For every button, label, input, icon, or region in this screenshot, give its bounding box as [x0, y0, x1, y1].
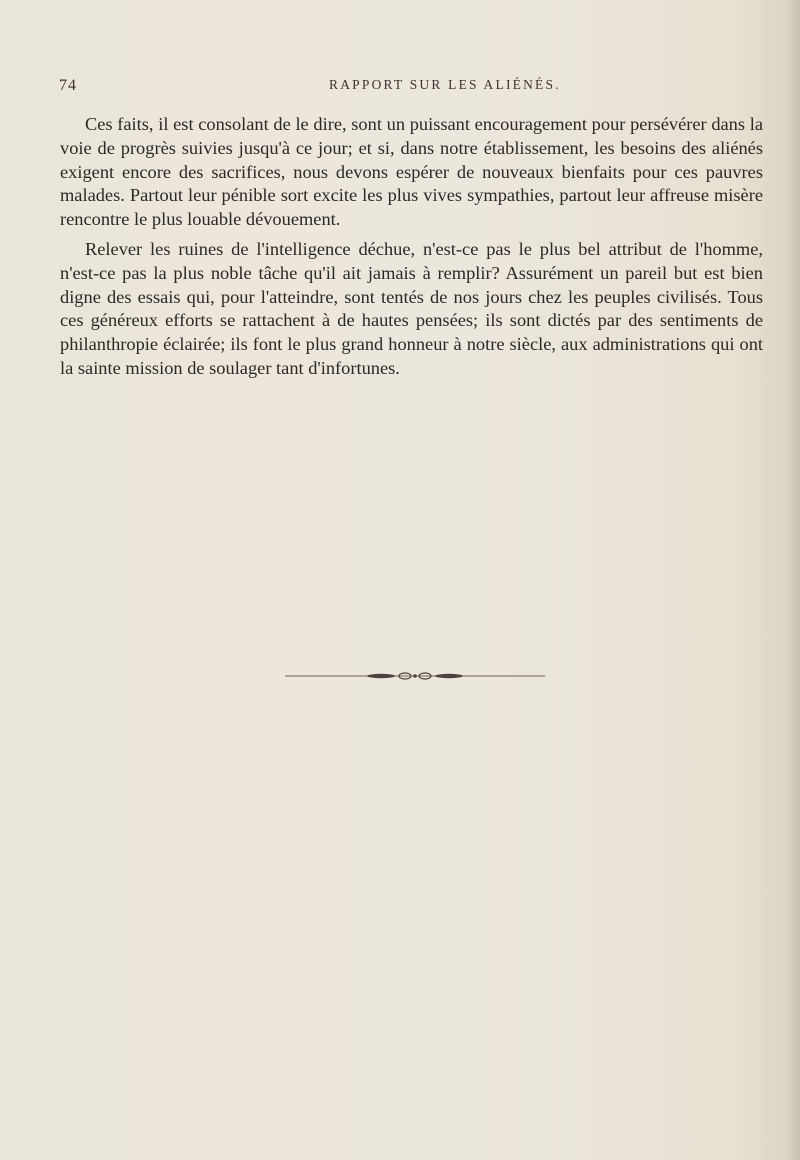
paragraph-2: Relever les ruines de l'intelligence déchue, n'est-ce pas le plus bel attribut de l'homme, n'est-ce pas la plus noble tâche qu'il ait jamais à remplir? Assurément un pareil but est bien digne des essais qui, pour l'atteindre, sont tentés de nos jours chez les peuples civilisés. Tous ces généreux efforts se rattachent à de hautes pensées; ils sont dictés par des sentiments de philanthropie éclairée; ils font le plus grand honneur à notre siècle, aux administrations qui ont la sainte mission de soulager tant d'infortunes. — [60, 238, 763, 378]
running-title: RAPPORT SUR LES ALIÉNÉS. — [329, 77, 561, 92]
paragraph-1: Ces faits, il est consolant de le dire, sont un puissant encouragement pour persévérer dans la voie de progrès suivies jusqu'à ce jour; et si, dans notre établissement, les besoins des aliénés exigent encore des sacrifices, nous devons espérer de nouveaux bienfaits pour ces pauvres malades. Partout leur pénible sort excite les plus vives sympathies, partout leur affreuse misère rencontre le plus louable dévouement. — [60, 114, 763, 230]
running-head — [59, 77, 739, 101]
body-text — [60, 113, 763, 387]
page-edge-shadow — [786, 0, 800, 1160]
ornamental-divider — [285, 669, 545, 683]
page-number: 74 — [59, 77, 77, 94]
